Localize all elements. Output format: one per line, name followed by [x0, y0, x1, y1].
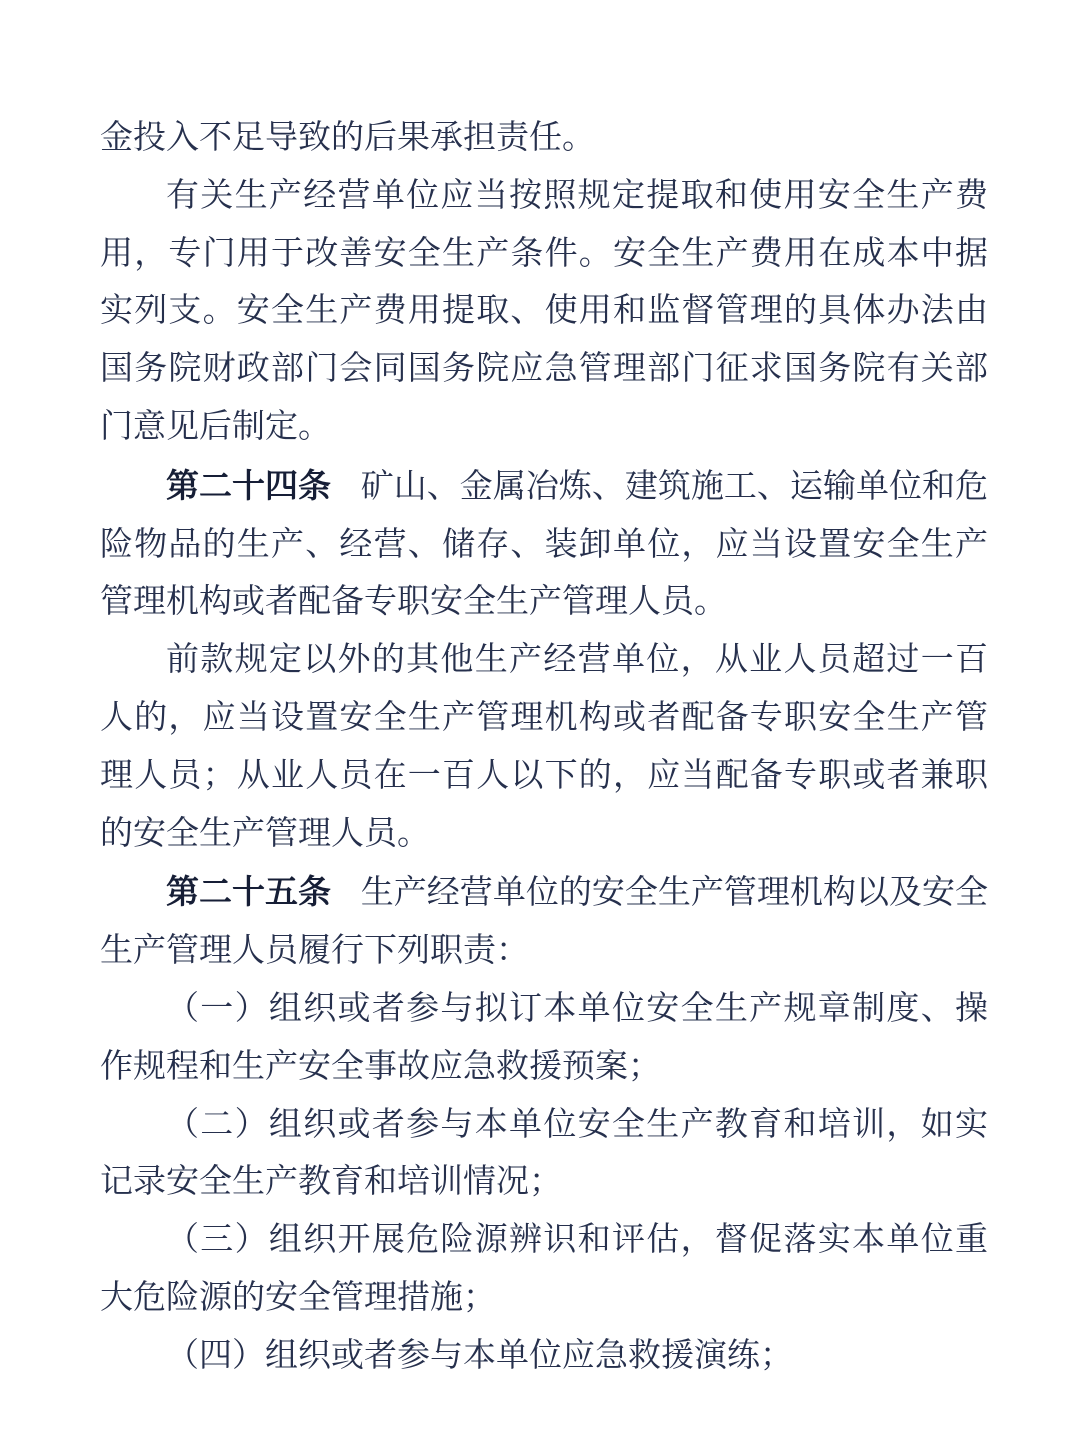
paragraph-duty-item-4: （四）组织或者参与本单位应急救援演练； — [166, 1337, 793, 1374]
paragraph-duty-item-3: （三）组织开展危险源辨识和评估，督促落实本单位重大危险源的安全管理措施； — [100, 1222, 988, 1316]
paragraph-article-24-clause-2: 前款规定以外的其他生产经营单位，从业人员超过一百人的，应当设置安全生产管理机构或者配备专职安全生产管理人员；从业人员在一百人以下的，应当配备专职或者兼职的安全生产管理人员。 — [100, 642, 988, 852]
article-24-text: 矿山、金属冶炼、建筑施工、运输单位和危险物品的生产、经营、储存、装卸单位，应当设置安全生产管理机构或者配备专职安全生产管理人员。 — [100, 468, 989, 621]
paragraph-duty-item-2: （二）组织或者参与本单位安全生产教育和培训，如实记录安全生产教育和培训情况； — [100, 1106, 988, 1201]
paragraph-duty-item-1: （一）组织或者参与拟订本单位安全生产规章制度、操作规程和生产安全事故应急救援预案； — [100, 990, 988, 1085]
paragraph-safety-fund: 有关生产经营单位应当按照规定提取和使用安全生产费用，专门用于改善安全生产条件。安全生产费用在成本中据实列支。安全生产费用提取、使用和监督管理的具体办法由国务院财政部门会同国务院应急管理部门征求国务院有关部门意见后制定。 — [100, 177, 988, 445]
paragraph-article-25 — [100, 863, 988, 981]
article-number-24: 第二十四条 — [166, 466, 332, 504]
paragraph-continuation: 金投入不足导致的后果承担责任。 — [100, 120, 595, 156]
article-25-text: 生产经营单位的安全生产管理机构以及安全生产管理人员履行下列职责： — [100, 875, 989, 970]
paragraph-article-24 — [100, 457, 988, 632]
article-number-25: 第二十五条 — [166, 873, 332, 911]
